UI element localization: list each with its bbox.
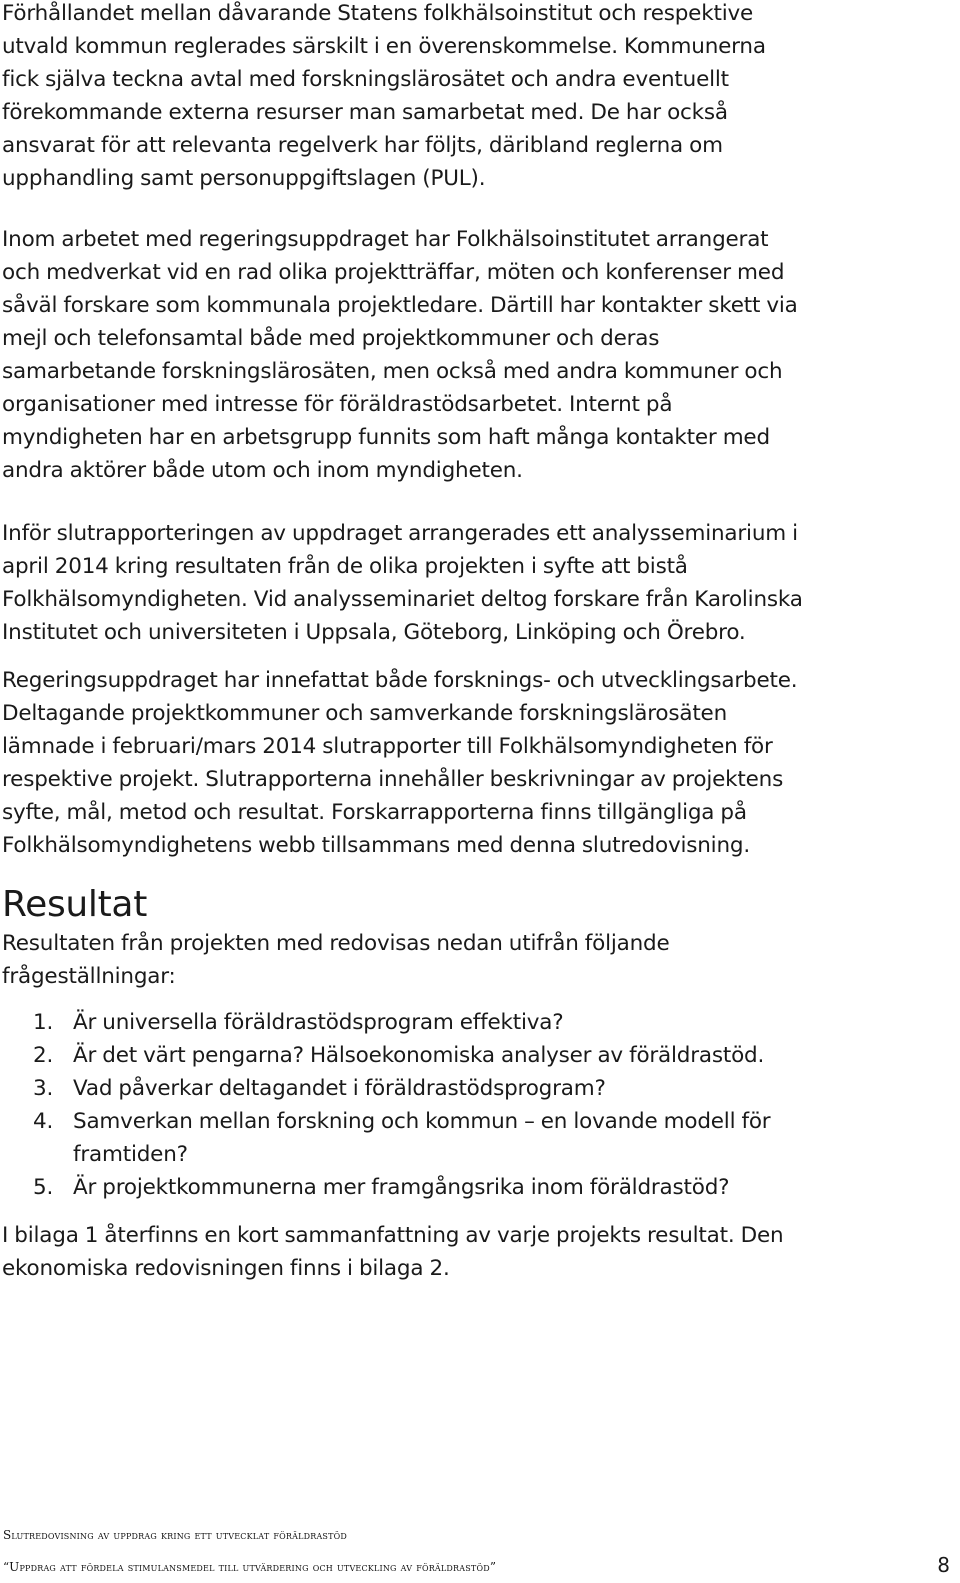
paragraph-appendices (2, 1219, 952, 1285)
list-item (0, 1171, 950, 1204)
footer-line: Uppdrag att fördela stimulansmedel till utvärdering och utveckling av föräldrastöd (9, 1560, 490, 1574)
paragraph-agreements (2, 0, 952, 195)
text-line: organisationer med intresse för föräldrastödsarbetet. Internt på (2, 392, 673, 417)
paragraph-contacts (2, 223, 952, 487)
text-line: och medverkat vid en rad olika projektträffar, möten och konferenser med (2, 260, 785, 285)
text-line: Resultaten från projekten med redovisas nedan utifrån följande (2, 931, 670, 956)
list-number: 1. (33, 1010, 54, 1035)
list-item-text: Är universella föräldrastödsprogram effektiva? (73, 1010, 564, 1035)
text-line: ansvarat för att relevanta regelverk har följts, däribland reglerna om (2, 133, 723, 158)
questions-list (0, 1006, 950, 1204)
text-line: fick själva teckna avtal med forskningslärosätet och andra eventuellt (2, 67, 729, 92)
text-line: Inför slutrapporteringen av uppdraget arrangerades ett analysseminarium i (2, 521, 798, 546)
text-line: Förhållandet mellan dåvarande Statens folkhälsoinstitut och respektive (2, 1, 754, 26)
text-line: Regeringsuppdraget har innefattat både forsknings- och utvecklingsarbete. (2, 668, 798, 693)
list-item-text: Vad påverkar deltagandet i föräldrastödsprogram? (73, 1076, 606, 1101)
list-item-text: Är det värt pengarna? Hälsoekonomiska analyser av föräldrastöd. (73, 1043, 765, 1068)
open-quote: “ (3, 1560, 10, 1574)
list-item-text: Samverkan mellan forskning och kommun – en lovande modell för (73, 1109, 771, 1134)
paragraph-research-development (2, 664, 952, 862)
text-line: I bilaga 1 återfinns en kort sammanfattning av varje projekts resultat. Den (2, 1223, 784, 1248)
list-number: 4. (33, 1109, 54, 1134)
text-line: andra aktörer både utom och inom myndigheten. (2, 458, 523, 483)
list-item (0, 1072, 950, 1105)
list-item-text: Är projektkommunerna mer framgångsrika inom föräldrastöd? (73, 1175, 730, 1200)
text-line: Institutet och universiteten i Uppsala, Göteborg, Linköping och Örebro. (2, 620, 746, 645)
text-line: frågeställningar: (2, 964, 176, 989)
text-line: såväl forskare som kommunala projektledare. Därtill har kontakter skett via (2, 293, 798, 318)
close-quote: ” (489, 1560, 496, 1574)
footer-report-title (3, 1527, 960, 1543)
list-number: 3. (33, 1076, 54, 1101)
text-line: upphandling samt personuppgiftslagen (PUL). (2, 166, 486, 191)
list-item (0, 1105, 950, 1171)
text-line: Folkhälsomyndigheten. Vid analysseminariet deltog forskare från Karolinska (2, 587, 803, 612)
text-line: utvald kommun reglerades särskilt i en överenskommelse. Kommunerna (2, 34, 766, 59)
list-item (0, 1006, 950, 1039)
text-line: syfte, mål, metod och resultat. Forskarrapporterna finns tillgängliga på (2, 800, 747, 825)
text-line: Deltagande projektkommuner och samverkande forskningslärosäten (2, 701, 727, 726)
text-line: mejl och telefonsamtal både med projektkommuner och deras (2, 326, 660, 351)
page-number: 8 (937, 1553, 950, 1577)
text-line: lämnade i februari/mars 2014 slutrapporter till Folkhälsomyndigheten för (2, 734, 773, 759)
list-number: 5. (33, 1175, 54, 1200)
text-line: Inom arbetet med regeringsuppdraget har Folkhälsoinstitutet arrangerat (2, 227, 769, 252)
section-intro (2, 927, 952, 993)
text-line: respektive projekt. Slutrapporterna innehåller beskrivningar av projektens (2, 767, 784, 792)
text-line: ekonomiska redovisningen finns i bilaga 2. (2, 1256, 450, 1281)
section-heading: Resultat (2, 884, 148, 925)
list-number: 2. (33, 1043, 54, 1068)
text-line: förekommande externa resurser man samarbetat med. De har också (2, 100, 728, 125)
paragraph-seminar (2, 517, 952, 649)
list-item-text: framtiden? (73, 1142, 188, 1167)
text-line: april 2014 kring resultaten från de olika projekten i syfte att bistå (2, 554, 688, 579)
text-line: Folkhälsomyndighetens webb tillsammans med denna slutredovisning. (2, 833, 750, 858)
footer-assignment-title (3, 1559, 960, 1575)
footer-line: Slutredovisning av uppdrag kring ett utvecklat föräldrastöd (3, 1528, 348, 1542)
text-line: samarbetande forskningslärosäten, men också med andra kommuner och (2, 359, 783, 384)
text-line: myndigheten har en arbetsgrupp funnits som haft många kontakter med (2, 425, 770, 450)
list-item (0, 1039, 950, 1072)
